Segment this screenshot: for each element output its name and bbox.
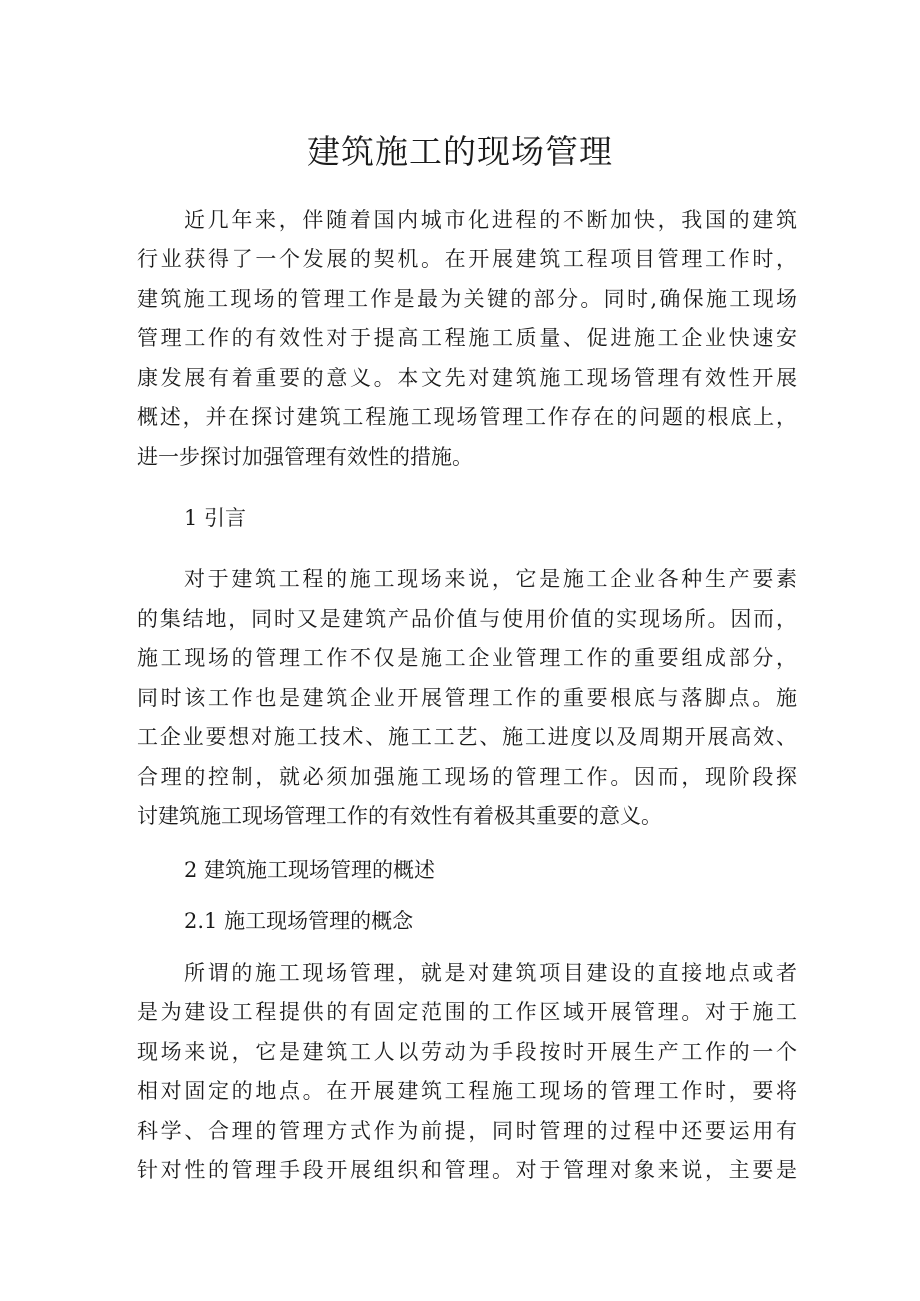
document-title: 建筑施工的现场管理 (307, 132, 613, 171)
abstract-line: 概述，并在探讨建筑工程施工现场管理工作存在的问题的根底上， (137, 405, 797, 429)
section-1-line: 的集结地，同时又是建筑产品价值与使用价值的实现场所。因而， (137, 607, 797, 631)
section-2-1-line: 针对性的管理手段开展组织和管理。对于管理对象来说，主要是 (137, 1158, 797, 1182)
section-1-line: 同时该工作也是建筑企业开展管理工作的重要根底与落脚点。施 (137, 686, 797, 710)
section-1-heading: 1 引言 (184, 506, 247, 530)
section-2-1-heading: 2.1 施工现场管理的概念 (184, 909, 414, 933)
section-2-1-line: 相对固定的地点。在开展建筑工程施工现场的管理工作时，要将 (137, 1079, 797, 1103)
abstract-line: 进一步探讨加强管理有效性的措施。 (137, 445, 473, 469)
section-2-1-line: 现场来说，它是建筑工人以劳动为手段按时开展生产工作的一个 (137, 1040, 797, 1064)
abstract-line: 建筑施工现场的管理工作是最为关键的部分。同时,确保施工现场 (137, 287, 797, 311)
section-1-line: 讨建筑施工现场管理工作的有效性有着极其重要的意义。 (137, 804, 662, 828)
section-1-line: 施工现场的管理工作不仅是施工企业管理工作的重要组成部分， (137, 646, 797, 670)
section-2-1-line: 所谓的施工现场管理，就是对建筑项目建设的直接地点或者 (184, 961, 797, 985)
abstract-line: 管理工作的有效性对于提高工程施工质量、促进施工企业快速安 (137, 326, 797, 350)
section-2-1-line: 科学、合理的管理方式作为前提，同时管理的过程中还要运用有 (137, 1119, 797, 1143)
abstract-line: 康发展有着重要的意义。本文先对建筑施工现场管理有效性开展 (137, 366, 797, 390)
section-1-line: 合理的控制，就必须加强施工现场的管理工作。因而，现阶段探 (137, 765, 797, 789)
section-2-heading: 2 建筑施工现场管理的概述 (184, 858, 436, 882)
section-1-line: 对于建筑工程的施工现场来说，它是施工企业各种生产要素 (184, 567, 797, 591)
section-1-line: 工企业要想对施工技术、施工工艺、施工进度以及周期开展高效、 (137, 725, 797, 749)
abstract-line: 近几年来，伴随着国内城市化进程的不断加快，我国的建筑 (184, 208, 797, 232)
section-2-1-line: 是为建设工程提供的有固定范围的工作区域开展管理。对于施工 (137, 1000, 797, 1024)
abstract-line: 行业获得了一个发展的契机。在开展建筑工程项目管理工作时， (137, 247, 797, 271)
